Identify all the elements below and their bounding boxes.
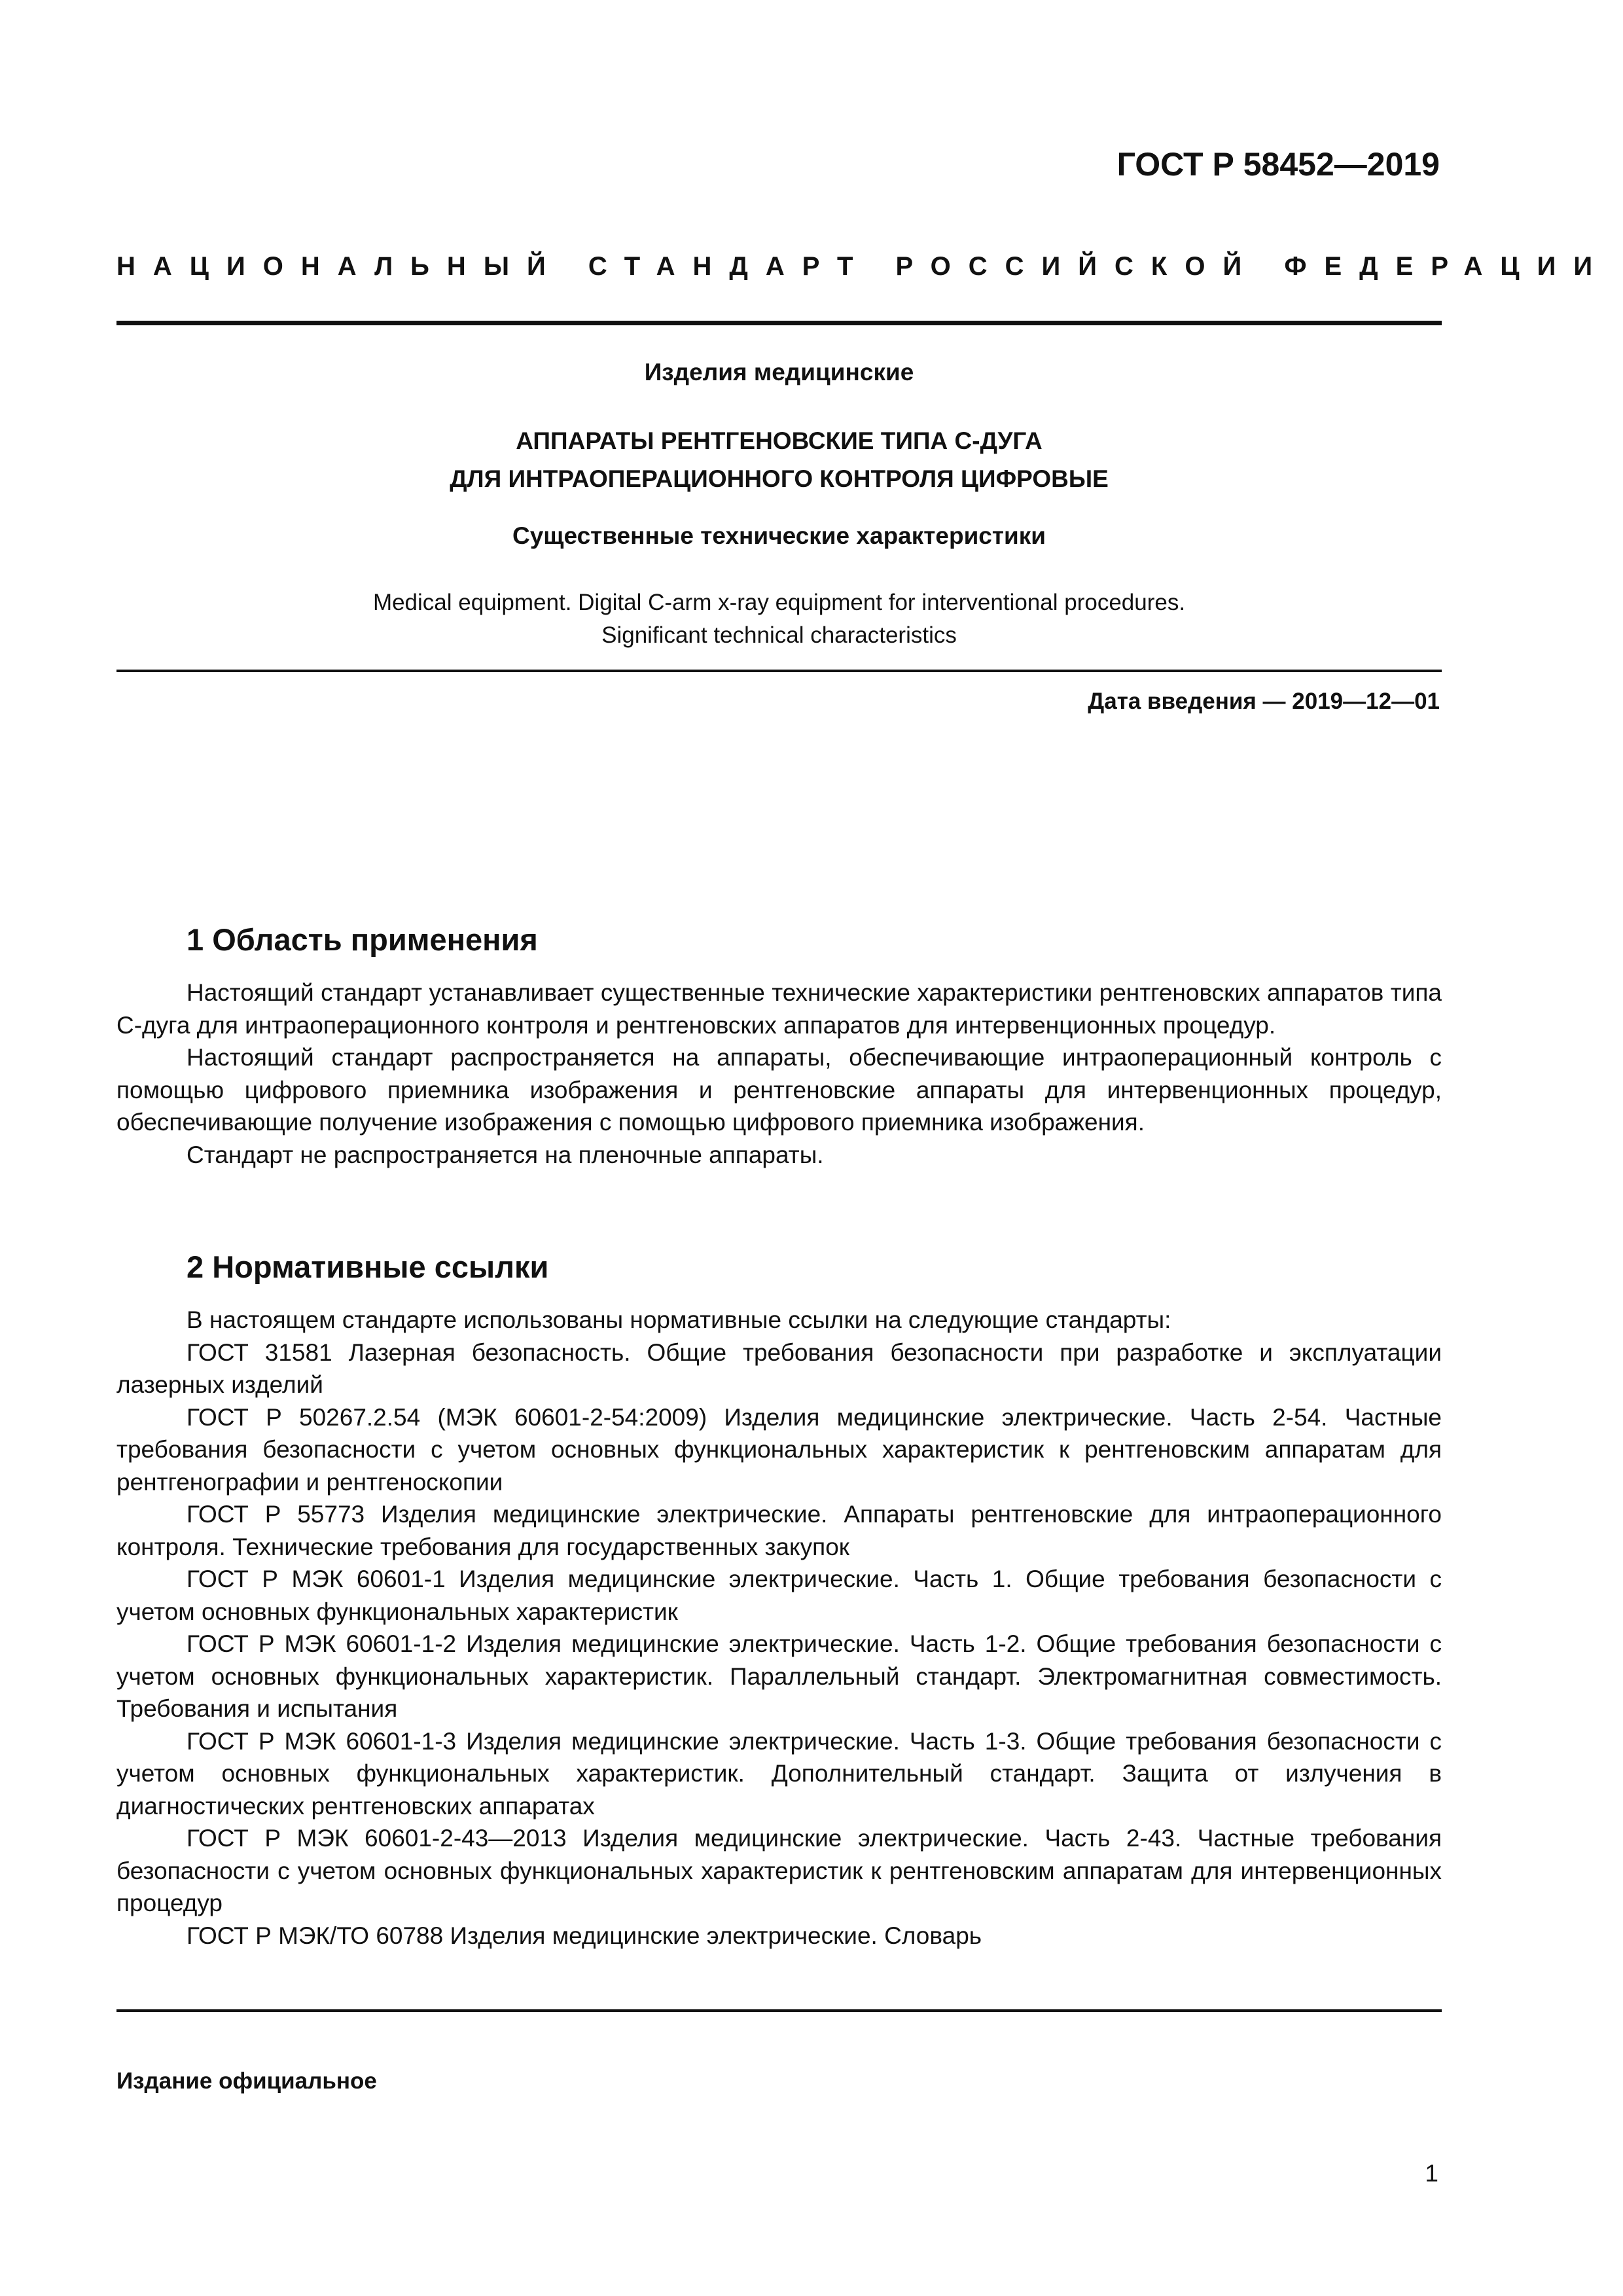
document-subtitle: Существенные технические характеристики <box>512 522 1046 549</box>
section-1-body <box>116 977 1442 1171</box>
reference-item: ГОСТ Р МЭК 60601-1-3 Изделия медицинские электрические. Часть 1-3. Общие требования безопасности с учетом основных функциональных характеристик. Дополнительный стандарт. Защита от излучения в диагностических рентгеновских аппаратах <box>116 1727 1442 1820</box>
section-2-heading: 2 Нормативные ссылки <box>187 1249 549 1284</box>
paragraph: Настоящий стандарт устанавливает существенные технические характеристики рентгеновских аппаратов типа С-дуга для интраоперационного контроля и рентгеновских аппаратов для интервенционных процедур. <box>116 979 1442 1039</box>
title-line-2: ДЛЯ ИНТРАОПЕРАЦИОННОГО КОНТРОЛЯ ЦИФРОВЫЕ <box>450 465 1109 492</box>
paragraph: В настоящем стандарте использованы нормативные ссылки на следующие стандарты: <box>187 1306 1171 1333</box>
standard-designation: ГОСТ Р 58452—2019 <box>1116 146 1440 183</box>
english-title-line-2: Significant technical characteristics <box>601 622 957 648</box>
section-2-body <box>116 1304 1442 1952</box>
reference-item: ГОСТ Р МЭК 60601-1-2 Изделия медицинские электрические. Часть 1-2. Общие требования безопасности с учетом основных функциональных характеристик. Параллельный стандарт. Электромагнитная совместимость. Требования и испытания <box>116 1630 1442 1722</box>
reference-item: ГОСТ Р 50267.2.54 (МЭК 60601-2-54:2009) Изделия медицинские электрические. Часть 2-54. Частные требования безопасности с учетом основных функциональных характеристик к рентгеновским аппаратам для рентгенографии и рентгеноскопии <box>116 1403 1442 1496</box>
title-line-1: АППАРАТЫ РЕНТГЕНОВСКИЕ ТИПА С-ДУГА <box>516 427 1043 454</box>
paragraph: Настоящий стандарт распространяется на аппараты, обеспечивающие интраоперационный контроль с помощью цифрового приемника изображения и рентгеновские аппараты для интервенционных процедур, обеспечивающие получение изображения с помощью цифрового приемника изображения. <box>116 1044 1442 1136</box>
national-standard-banner: НАЦИОНАЛЬНЫЙ СТАНДАРТ РОССИЙСКОЙ ФЕДЕРАЦИИ <box>116 252 1611 281</box>
english-title-line-1: Medical equipment. Digital C-arm x-ray equipment for interventional procedures. <box>372 590 1186 615</box>
product-group: Изделия медицинские <box>644 359 914 386</box>
reference-item: ГОСТ 31581 Лазерная безопасность. Общие требования безопасности при разработке и эксплуатации лазерных изделий <box>116 1338 1442 1398</box>
reference-item: ГОСТ Р МЭК 60601-2-43—2013 Изделия медицинские электрические. Часть 2-43. Частные требования безопасности с учетом основных функциональных характеристик к рентгеновским аппаратам для интервенционных процедур <box>116 1825 1442 1916</box>
reference-item: ГОСТ Р МЭК/ТО 60788 Изделия медицинские электрические. Словарь <box>187 1922 982 1949</box>
introduction-date: Дата введения — 2019—12—01 <box>1088 689 1440 714</box>
paragraph: Стандарт не распространяется на пленочные аппараты. <box>187 1141 824 1168</box>
footer-rule <box>116 2009 1442 2012</box>
english-title <box>116 586 1442 652</box>
section-1-heading: 1 Область применения <box>187 922 538 957</box>
reference-item: ГОСТ Р МЭК 60601-1 Изделия медицинские электрические. Часть 1. Общие требования безопасности с учетом основных функциональных характеристик <box>116 1566 1442 1625</box>
edition-label: Издание официальное <box>116 2068 377 2094</box>
document-title <box>116 422 1442 498</box>
title-rule <box>116 670 1442 672</box>
page-number: 1 <box>1425 2160 1438 2187</box>
header-rule <box>116 321 1442 325</box>
reference-item: ГОСТ Р 55773 Изделия медицинские электрические. Аппараты рентгеновские для интраоперационного контроля. Технические требования для государственных закупок <box>116 1501 1442 1560</box>
